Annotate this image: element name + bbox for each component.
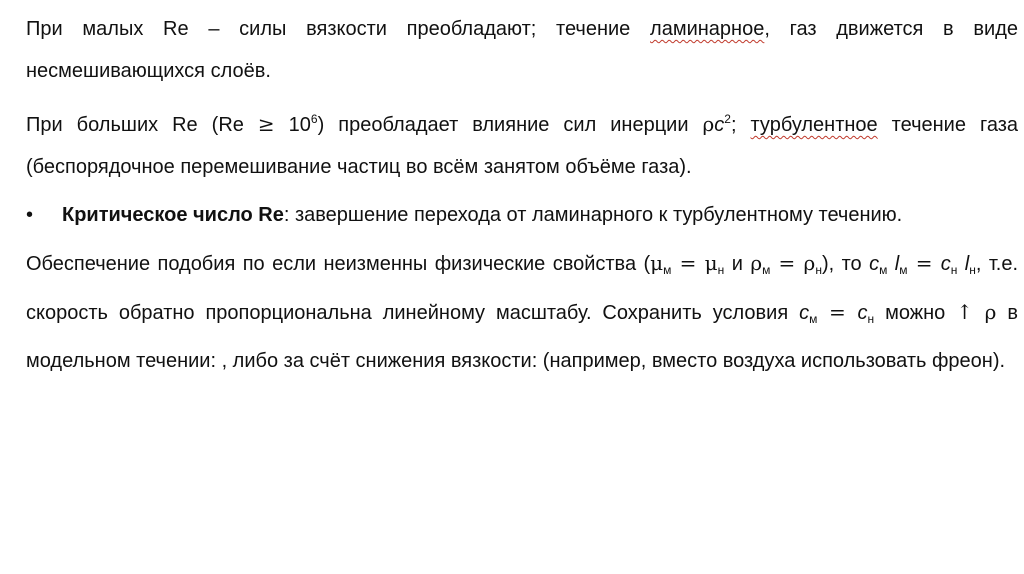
text-run: ), то xyxy=(821,253,870,275)
spellcheck-word-turbulent: турбулентное xyxy=(750,114,878,136)
paragraph-similarity xyxy=(26,242,1018,382)
text-run: , xyxy=(975,253,982,275)
text-run: При малых Re – силы вязкости преобладают; течение xyxy=(26,18,651,40)
symbol-rho: ρ xyxy=(803,251,816,275)
subscript: м xyxy=(879,263,888,277)
symbol-c: c xyxy=(857,302,868,324)
symbol-c: c xyxy=(940,253,951,275)
subscript: н xyxy=(969,263,976,277)
text-run: ) преобладает влияние сил инерции xyxy=(317,114,703,136)
text-run: можно xyxy=(874,302,957,324)
symbol-c: c xyxy=(799,302,810,324)
symbol-c: c xyxy=(714,114,725,136)
paragraph-high-re xyxy=(26,98,1018,188)
text-run: течение газа (беспорядочное перемешивание частиц во всём занятом объёме газа). xyxy=(26,114,1019,178)
text-run: Обеспечение подобия по если неизменны физические свойства ( xyxy=(26,253,651,275)
text-run: т.е. скорость обратно пропорциональна линейному масштабу. Сохранить условия xyxy=(26,253,1019,324)
symbol-ge: ≥ xyxy=(257,112,275,136)
subscript: н xyxy=(815,263,822,277)
subscript: н xyxy=(717,263,725,277)
symbol-eq: = xyxy=(671,251,705,275)
bullet-icon: • xyxy=(26,204,34,226)
text-run: ; xyxy=(730,114,751,136)
symbol-rho: ρ xyxy=(702,112,715,136)
subscript: м xyxy=(663,263,672,277)
subscript: м xyxy=(809,312,818,326)
up-arrow-icon: ↑ xyxy=(956,300,973,324)
text-run: в модельном течении: , либо за счёт снижения вязкости: (например, вместо воздуха использовать фреон). xyxy=(26,302,1018,372)
subscript: н xyxy=(867,312,875,326)
symbol-rho: ρ xyxy=(972,300,997,324)
exponent: 6 xyxy=(310,112,318,126)
symbol-mu: μ xyxy=(650,251,664,275)
text-run: , газ движется в виде несмешивающихся слоёв. xyxy=(26,18,1018,82)
symbol-l: l xyxy=(894,253,900,275)
bold-term: Критическое число Re xyxy=(62,204,284,226)
text-run: 10 xyxy=(274,114,311,136)
symbol-eq: = xyxy=(770,251,804,275)
symbol-l: l xyxy=(964,253,970,275)
symbol-mu: μ xyxy=(704,251,718,275)
exponent: 2 xyxy=(724,112,731,126)
text-run: и xyxy=(724,253,751,275)
symbol-eq: = xyxy=(907,251,941,275)
subscript: н xyxy=(950,263,958,277)
paragraph-critical-re xyxy=(26,194,1018,236)
paragraph-low-re xyxy=(26,8,1018,92)
symbol-c: c xyxy=(869,253,880,275)
text-run: При больших Re (Re xyxy=(26,114,258,136)
symbol-eq: = xyxy=(817,300,858,324)
spellcheck-word-laminar: ламинарное xyxy=(650,18,765,40)
slide-content xyxy=(26,8,1018,382)
subscript: м xyxy=(762,263,771,277)
symbol-rho: ρ xyxy=(750,251,763,275)
subscript: м xyxy=(899,263,908,277)
text-run: : завершение перехода от ламинарного к турбулентному течению. xyxy=(283,204,903,226)
